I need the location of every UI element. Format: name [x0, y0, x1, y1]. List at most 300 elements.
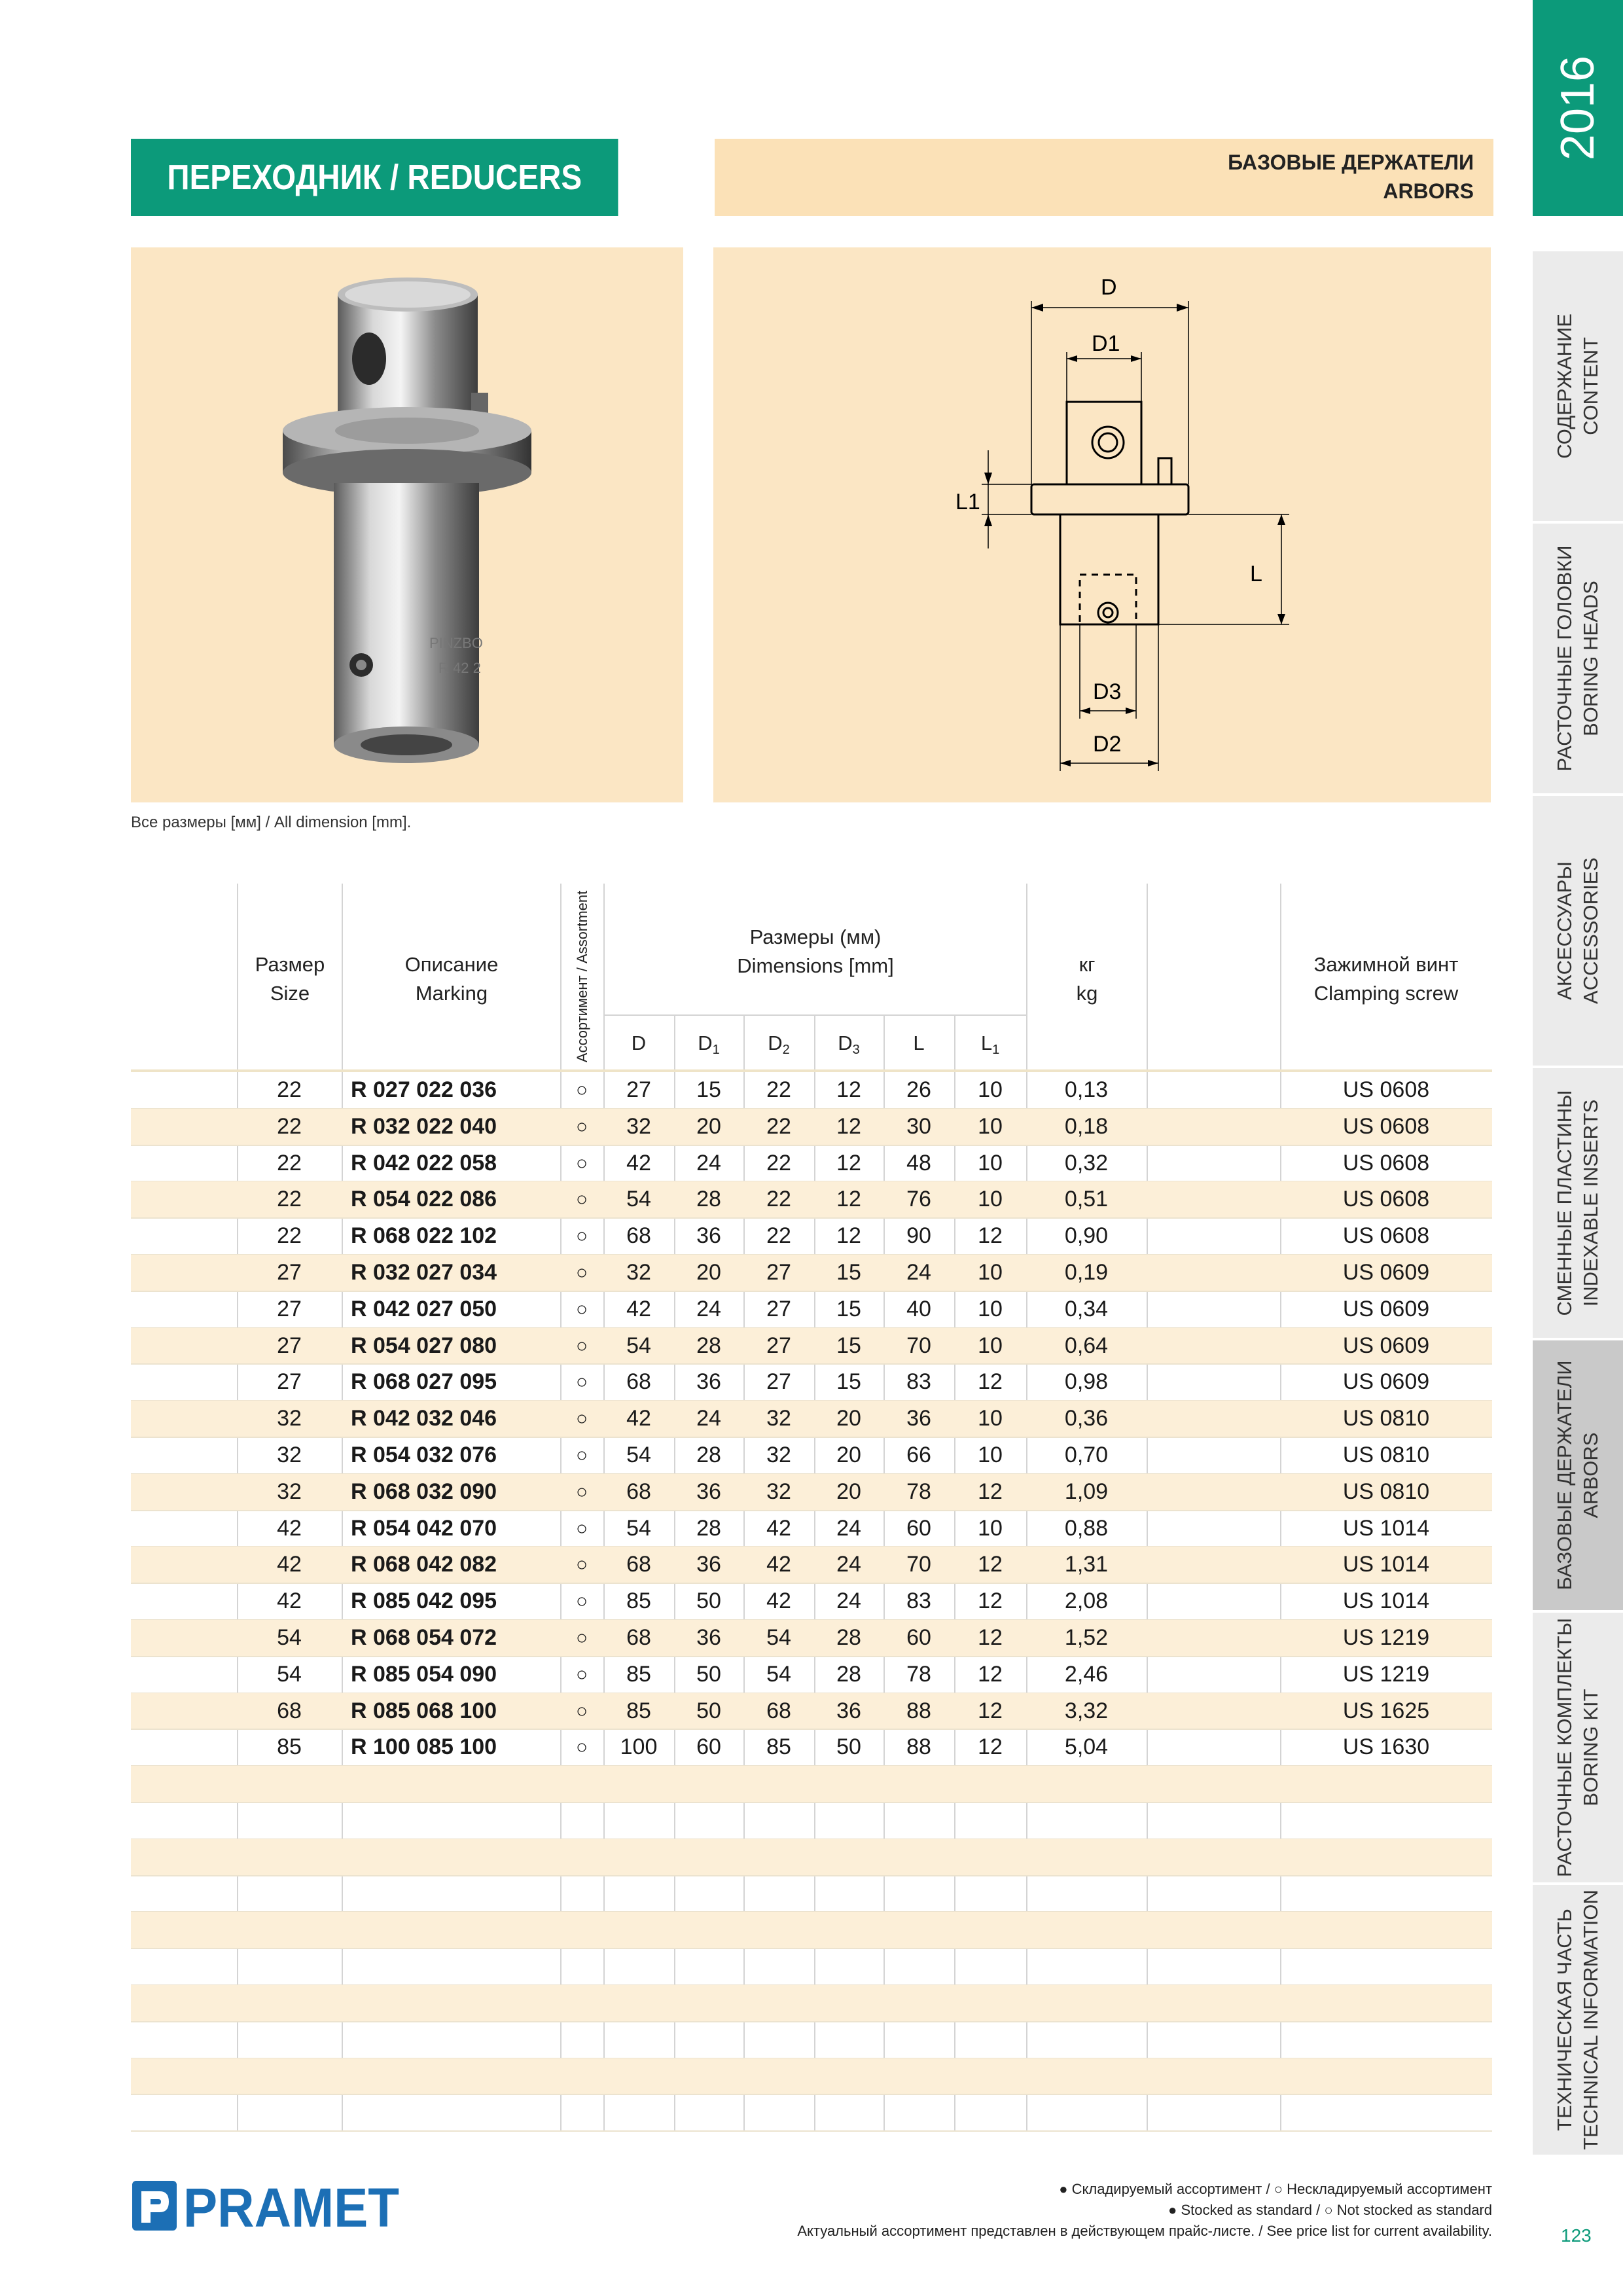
cell-kg: 3,32 — [1064, 1698, 1109, 1723]
cell-d1: 50 — [696, 1588, 721, 1614]
table-row — [131, 1328, 1492, 1365]
cell-size: 32 — [277, 1443, 302, 1467]
grid-line — [603, 1014, 1026, 1016]
category-banner — [715, 139, 1493, 216]
tab-label-en: INDEXABLE INSERTS — [1579, 1099, 1602, 1307]
side-tab-content[interactable] — [1533, 251, 1623, 524]
cell-d: 42 — [626, 1150, 651, 1175]
empty-row — [131, 1985, 1492, 2022]
tab-label-en: BORING KIT — [1579, 1689, 1602, 1806]
cell-kg: 0,36 — [1064, 1406, 1109, 1431]
tab-label-ru: СОДЕРЖАНИЕ — [1553, 314, 1576, 459]
category-en: ARBORS — [1383, 179, 1474, 203]
cell-kg: 0,32 — [1064, 1150, 1109, 1175]
cell-d: 54 — [626, 1443, 651, 1467]
cell-d1: 36 — [696, 1552, 721, 1577]
cell-kg: 1,31 — [1064, 1552, 1109, 1577]
cell-l1: 12 — [978, 1625, 1003, 1650]
pramet-logo — [131, 2177, 406, 2239]
tab-label-en: CONTENT — [1579, 337, 1602, 435]
cell-assort: ○ — [575, 1444, 588, 1466]
cell-l: 78 — [906, 1661, 931, 1687]
table-row — [131, 1218, 1492, 1255]
cell-l: 83 — [906, 1369, 931, 1395]
empty-row — [131, 1839, 1492, 1876]
cell-d2: 42 — [766, 1552, 791, 1577]
year-tab — [1533, 0, 1623, 216]
header-clamping-screw: Зажимной винт Clamping screw — [1313, 953, 1459, 1005]
dimension-drawing — [713, 247, 1491, 802]
cell-assort: ○ — [575, 1298, 588, 1320]
cell-d: 42 — [626, 1406, 651, 1431]
cell-d2: 32 — [766, 1479, 791, 1504]
cell-size: 22 — [277, 1223, 302, 1249]
pramet-logo-mark — [131, 2177, 406, 2236]
header-d: D — [631, 1031, 647, 1054]
cell-l: 76 — [906, 1187, 931, 1212]
table-row — [131, 1511, 1492, 1547]
cell-assort: ○ — [575, 1517, 588, 1539]
category-ru: БАЗОВЫЕ ДЕРЖАТЕЛИ — [1228, 151, 1474, 174]
cell-d3: 15 — [836, 1296, 861, 1321]
cell-d3: 15 — [836, 1369, 861, 1395]
cell-d1: 20 — [696, 1260, 721, 1285]
cell-d: 68 — [626, 1369, 651, 1395]
cell-d3: 12 — [836, 1187, 861, 1212]
cell-marking: R 085 054 090 — [351, 1661, 497, 1687]
cell-assort: ○ — [575, 1590, 588, 1613]
cell-size: 27 — [277, 1369, 302, 1395]
cell-screw: US 0609 — [1342, 1296, 1430, 1321]
tab-label-en: ARBORS — [1579, 1432, 1602, 1518]
cell-size: 27 — [277, 1333, 302, 1358]
legend-en: ● Stocked as standard / ○ Not stocked as standard — [1168, 2202, 1492, 2218]
dim-label-d1: D1 — [1092, 331, 1120, 356]
cell-d2: 68 — [766, 1698, 791, 1723]
cell-d2: 27 — [766, 1333, 791, 1358]
tab-label-ru: ТЕХНИЧЕСКАЯ ЧАСТЬ — [1553, 1909, 1576, 2131]
cell-marking: R 032 022 040 — [351, 1113, 497, 1139]
table-row — [131, 1364, 1492, 1401]
cell-assort: ○ — [575, 1480, 588, 1503]
cell-marking: R 068 022 102 — [351, 1223, 497, 1249]
cell-d3: 24 — [836, 1515, 861, 1541]
header-d1: $D_1$ — [698, 1031, 720, 1057]
cell-screw: US 0609 — [1342, 1369, 1430, 1395]
cell-l1: 10 — [978, 1443, 1003, 1467]
cell-d2: 22 — [766, 1223, 791, 1249]
cell-size: 68 — [277, 1698, 302, 1723]
cell-l1: 12 — [978, 1479, 1003, 1504]
dim-label-l1: L1 — [955, 490, 980, 514]
cell-d: 68 — [626, 1223, 651, 1249]
cell-l1: 10 — [978, 1260, 1003, 1285]
cell-l: 60 — [906, 1625, 931, 1650]
cell-l1: 12 — [978, 1223, 1003, 1249]
cell-d1: 36 — [696, 1369, 721, 1395]
cell-assort: ○ — [575, 1152, 588, 1174]
cell-marking: R 032 027 034 — [351, 1260, 497, 1285]
cell-d3: 24 — [836, 1552, 861, 1577]
cell-size: 22 — [277, 1077, 302, 1102]
header-size: Размер Size — [255, 953, 325, 1005]
cell-d2: 22 — [766, 1187, 791, 1212]
side-tab-technical-information[interactable] — [1533, 1885, 1623, 2157]
cell-d3: 15 — [836, 1260, 861, 1285]
cell-d2: 27 — [766, 1260, 791, 1285]
cell-size: 27 — [277, 1260, 302, 1285]
cell-d1: 28 — [696, 1333, 721, 1358]
header-d2: $D_2$ — [768, 1031, 790, 1057]
cell-l1: 12 — [978, 1588, 1003, 1614]
year-label: 2016 — [1552, 55, 1604, 161]
cell-marking: R 085 068 100 — [351, 1698, 497, 1723]
cell-d: 85 — [626, 1661, 651, 1687]
dim-label-d: D — [1101, 275, 1117, 300]
cell-size: 42 — [277, 1588, 302, 1614]
availability-note: Актуальный ассортимент представлен в действующем прайс-листе. / See price list for current availability. — [797, 2223, 1492, 2239]
cell-screw: US 1014 — [1342, 1552, 1430, 1577]
cell-kg: 0,88 — [1064, 1515, 1109, 1541]
tab-label-ru: РАСТОЧНЫЕ КОМПЛЕКТЫ — [1553, 1617, 1576, 1878]
cell-assort: ○ — [575, 1189, 588, 1211]
cell-assort: ○ — [575, 1371, 588, 1393]
cell-l: 48 — [906, 1150, 931, 1175]
cell-l: 70 — [906, 1333, 931, 1358]
cell-marking: R 068 042 082 — [351, 1552, 497, 1577]
cell-d1: 36 — [696, 1479, 721, 1504]
cell-kg: 1,52 — [1064, 1625, 1109, 1650]
cell-d1: 15 — [696, 1077, 721, 1102]
empty-row — [131, 1803, 1492, 1839]
reducer-illustration — [131, 247, 683, 802]
cell-l: 40 — [906, 1296, 931, 1321]
cell-d2: 32 — [766, 1443, 791, 1467]
cell-l: 26 — [906, 1077, 931, 1102]
cell-marking: R 068 027 095 — [351, 1369, 497, 1395]
cell-d2: 42 — [766, 1515, 791, 1541]
cell-screw: US 0608 — [1342, 1187, 1430, 1212]
cell-assort: ○ — [575, 1335, 588, 1357]
empty-row — [131, 1876, 1492, 1912]
cell-marking: R 054 042 070 — [351, 1515, 497, 1541]
cell-assort: ○ — [575, 1700, 588, 1722]
header-d3: $D_3$ — [838, 1031, 860, 1057]
cell-l1: 10 — [978, 1150, 1003, 1175]
cell-d2: 54 — [766, 1625, 791, 1650]
cell-d3: 50 — [836, 1734, 861, 1760]
cell-d2: 54 — [766, 1661, 791, 1687]
side-tab-boring-heads[interactable] — [1533, 524, 1623, 796]
cell-marking: R 068 054 072 — [351, 1625, 497, 1650]
table-row — [131, 1401, 1492, 1437]
cell-l1: 12 — [978, 1698, 1003, 1723]
cell-screw: US 0810 — [1342, 1443, 1430, 1467]
empty-row — [131, 1912, 1492, 1948]
cell-size: 22 — [277, 1150, 302, 1175]
cell-size: 54 — [277, 1625, 302, 1650]
cell-screw: US 1014 — [1342, 1588, 1430, 1614]
cell-assort: ○ — [575, 1627, 588, 1649]
cell-kg: 1,09 — [1064, 1479, 1109, 1504]
cell-l: 36 — [906, 1406, 931, 1431]
cell-d: 54 — [626, 1187, 651, 1212]
cell-kg: 0,70 — [1064, 1443, 1109, 1467]
cell-screw: US 1219 — [1342, 1661, 1430, 1687]
cell-kg: 2,08 — [1064, 1588, 1109, 1614]
cell-marking: R 054 022 086 — [351, 1187, 497, 1212]
table-row — [131, 1474, 1492, 1511]
cell-marking: R 054 027 080 — [351, 1333, 497, 1358]
cell-d2: 32 — [766, 1406, 791, 1431]
cell-screw: US 0608 — [1342, 1150, 1430, 1175]
cell-d3: 12 — [836, 1223, 861, 1249]
cell-d: 85 — [626, 1588, 651, 1614]
cell-kg: 0,98 — [1064, 1369, 1109, 1395]
cell-d2: 22 — [766, 1150, 791, 1175]
cell-d2: 22 — [766, 1113, 791, 1139]
cell-size: 32 — [277, 1479, 302, 1504]
table-row — [131, 1693, 1492, 1730]
tab-label-ru: АКСЕССУАРЫ — [1553, 861, 1576, 1000]
cell-d3: 20 — [836, 1479, 861, 1504]
table-row — [131, 1547, 1492, 1583]
cell-assort: ○ — [575, 1554, 588, 1576]
cell-marking: R 042 027 050 — [351, 1296, 497, 1321]
cell-size: 22 — [277, 1113, 302, 1139]
row-divider — [131, 2130, 1492, 2132]
cell-d: 68 — [626, 1552, 651, 1577]
table-row — [131, 1620, 1492, 1657]
empty-row — [131, 2022, 1492, 2058]
cell-kg: 0,19 — [1064, 1260, 1109, 1285]
cell-l: 60 — [906, 1515, 931, 1541]
cell-d3: 20 — [836, 1443, 861, 1467]
cell-kg: 0,90 — [1064, 1223, 1109, 1249]
cell-d1: 24 — [696, 1296, 721, 1321]
cell-screw: US 0810 — [1342, 1479, 1430, 1504]
side-tab-indexable-inserts[interactable] — [1533, 1068, 1623, 1340]
header-assortment: Ассортимент / Assortment — [574, 890, 590, 1063]
page-number: 123 — [1561, 2225, 1592, 2246]
cell-l1: 12 — [978, 1661, 1003, 1687]
cell-kg: 0,13 — [1064, 1077, 1109, 1102]
cell-kg: 0,64 — [1064, 1333, 1109, 1358]
cell-l1: 10 — [978, 1077, 1003, 1102]
cell-assort: ○ — [575, 1408, 588, 1430]
cell-size: 32 — [277, 1406, 302, 1431]
cell-screw: US 0609 — [1342, 1260, 1430, 1285]
cell-marking: R 068 032 090 — [351, 1479, 497, 1504]
cell-d: 68 — [626, 1479, 651, 1504]
cell-d1: 36 — [696, 1223, 721, 1249]
tab-label-en: ACCESSORIES — [1579, 857, 1602, 1004]
cell-assort: ○ — [575, 1225, 588, 1247]
table-row — [131, 1437, 1492, 1474]
cell-assort: ○ — [575, 1115, 588, 1138]
cell-marking: R 042 032 046 — [351, 1406, 497, 1431]
cell-screw: US 0609 — [1342, 1333, 1430, 1358]
cell-d2: 85 — [766, 1734, 791, 1760]
cell-d2: 27 — [766, 1296, 791, 1321]
side-tab-accessories[interactable] — [1533, 796, 1623, 1068]
cell-assort: ○ — [575, 1736, 588, 1759]
cell-assort: ○ — [575, 1262, 588, 1283]
cell-d: 85 — [626, 1698, 651, 1723]
header-marking: Описание Marking — [404, 953, 499, 1005]
cell-l: 90 — [906, 1223, 931, 1249]
header-l1: $L_1$ — [980, 1031, 1000, 1057]
cell-d: 32 — [626, 1260, 651, 1285]
cell-d: 54 — [626, 1333, 651, 1358]
cell-l: 24 — [906, 1260, 931, 1285]
header-dimensions: Размеры (мм) Dimensions [mm] — [737, 925, 894, 977]
cell-l1: 10 — [978, 1406, 1003, 1431]
cell-d3: 15 — [836, 1333, 861, 1358]
cell-l: 88 — [906, 1698, 931, 1723]
cell-d: 32 — [626, 1113, 651, 1139]
table-row — [131, 1657, 1492, 1693]
cell-kg: 0,18 — [1064, 1113, 1109, 1139]
table-row — [131, 1583, 1492, 1620]
cell-d3: 12 — [836, 1077, 861, 1102]
cell-screw: US 0810 — [1342, 1406, 1430, 1431]
cell-size: 54 — [277, 1661, 302, 1687]
cell-d3: 12 — [836, 1113, 861, 1139]
empty-row — [131, 1948, 1492, 1985]
brand-name: PRAMET — [183, 2177, 399, 2236]
cell-d1: 28 — [696, 1187, 721, 1212]
cell-d: 54 — [626, 1515, 651, 1541]
cell-l: 30 — [906, 1113, 931, 1139]
cell-d3: 12 — [836, 1150, 861, 1175]
cell-d1: 20 — [696, 1113, 721, 1139]
engraving-code: R 42 2 — [438, 660, 481, 676]
cell-l: 83 — [906, 1588, 931, 1614]
table-row — [131, 1109, 1492, 1145]
cell-l1: 12 — [978, 1369, 1003, 1395]
table-row — [131, 1072, 1492, 1109]
empty-row — [131, 2094, 1492, 2131]
page-title-text: ПЕРЕХОДНИК / REDUCERS — [167, 158, 582, 197]
cell-d1: 24 — [696, 1150, 721, 1175]
tab-label-ru: РАСТОЧНЫЕ ГОЛОВКИ — [1553, 545, 1576, 772]
cell-screw: US 1014 — [1342, 1515, 1430, 1541]
legend-ru: ● Складируемый ассортимент / ○ Нескладируемый ассортимент — [1059, 2181, 1492, 2197]
engraving-brand: PINZBO — [429, 635, 483, 651]
technical-drawing — [713, 247, 1491, 802]
cell-l1: 12 — [978, 1734, 1003, 1760]
side-tab-arbors[interactable] — [1533, 1340, 1623, 1613]
empty-row — [131, 1766, 1492, 1803]
cell-l1: 10 — [978, 1296, 1003, 1321]
dim-label-d2: D2 — [1093, 732, 1122, 757]
cell-l: 70 — [906, 1552, 931, 1577]
dim-label-l: L — [1250, 562, 1262, 586]
side-tab-boring-kit[interactable] — [1533, 1613, 1623, 1885]
cell-d: 42 — [626, 1296, 651, 1321]
cell-kg: 5,04 — [1064, 1734, 1109, 1760]
cell-d1: 28 — [696, 1515, 721, 1541]
cell-size: 22 — [277, 1187, 302, 1212]
cell-screw: US 1630 — [1342, 1734, 1430, 1760]
cell-marking: R 085 042 095 — [351, 1588, 497, 1614]
cell-l: 66 — [906, 1443, 931, 1467]
cell-l1: 12 — [978, 1552, 1003, 1577]
cell-assort: ○ — [575, 1079, 588, 1101]
cell-d1: 50 — [696, 1661, 721, 1687]
header-weight: кг kg — [1076, 953, 1098, 1005]
cell-screw: US 1219 — [1342, 1625, 1430, 1650]
table-row — [131, 1729, 1492, 1766]
cell-screw: US 0608 — [1342, 1223, 1430, 1249]
page-title — [131, 139, 618, 216]
cell-kg: 0,34 — [1064, 1296, 1109, 1321]
empty-row — [131, 2058, 1492, 2095]
cell-screw: US 0608 — [1342, 1077, 1430, 1102]
cell-l1: 10 — [978, 1113, 1003, 1139]
cell-d: 100 — [620, 1734, 658, 1760]
tab-label-ru: БАЗОВЫЕ ДЕРЖАТЕЛИ — [1553, 1360, 1576, 1590]
cell-l1: 10 — [978, 1333, 1003, 1358]
cell-d3: 24 — [836, 1588, 861, 1614]
cell-d3: 28 — [836, 1661, 861, 1687]
header-l: L — [913, 1031, 925, 1054]
cell-d3: 20 — [836, 1406, 861, 1431]
table-row — [131, 1291, 1492, 1328]
cell-d2: 27 — [766, 1369, 791, 1395]
table-row — [131, 1181, 1492, 1218]
cell-screw: US 1625 — [1342, 1698, 1430, 1723]
cell-size: 42 — [277, 1552, 302, 1577]
cell-marking: R 027 022 036 — [351, 1077, 497, 1102]
dimension-note: Все размеры [мм] / All dimension [mm]. — [131, 814, 412, 831]
cell-kg: 2,46 — [1064, 1661, 1109, 1687]
cell-d1: 50 — [696, 1698, 721, 1723]
cell-d3: 36 — [836, 1698, 861, 1723]
cell-d1: 28 — [696, 1443, 721, 1467]
table-row — [131, 1145, 1492, 1182]
cell-marking: R 054 032 076 — [351, 1443, 497, 1467]
tab-label-en: TECHNICAL INFORMATION — [1579, 1890, 1602, 2150]
cell-d1: 60 — [696, 1734, 721, 1760]
cell-l1: 10 — [978, 1187, 1003, 1212]
cell-kg: 0,51 — [1064, 1187, 1109, 1212]
cell-l1: 10 — [978, 1515, 1003, 1541]
cell-d: 27 — [626, 1077, 651, 1102]
tab-label-en: BORING HEADS — [1579, 581, 1602, 736]
product-photo — [131, 247, 683, 802]
cell-d2: 42 — [766, 1588, 791, 1614]
cell-size: 42 — [277, 1515, 302, 1541]
cell-d: 68 — [626, 1625, 651, 1650]
cell-d2: 22 — [766, 1077, 791, 1102]
dim-label-d3: D3 — [1093, 679, 1122, 704]
cell-d1: 36 — [696, 1625, 721, 1650]
cell-assort: ○ — [575, 1663, 588, 1685]
cell-d1: 24 — [696, 1406, 721, 1431]
cell-l: 88 — [906, 1734, 931, 1760]
table-row — [131, 1255, 1492, 1291]
tab-label-ru: СМЕННЫЕ ПЛАСТИНЫ — [1553, 1090, 1576, 1316]
cell-screw: US 0608 — [1342, 1113, 1430, 1139]
cell-size: 85 — [277, 1734, 302, 1760]
cell-l: 78 — [906, 1479, 931, 1504]
cell-marking: R 100 085 100 — [351, 1734, 497, 1760]
cell-marking: R 042 022 058 — [351, 1150, 497, 1175]
cell-d3: 28 — [836, 1625, 861, 1650]
cell-size: 27 — [277, 1296, 302, 1321]
